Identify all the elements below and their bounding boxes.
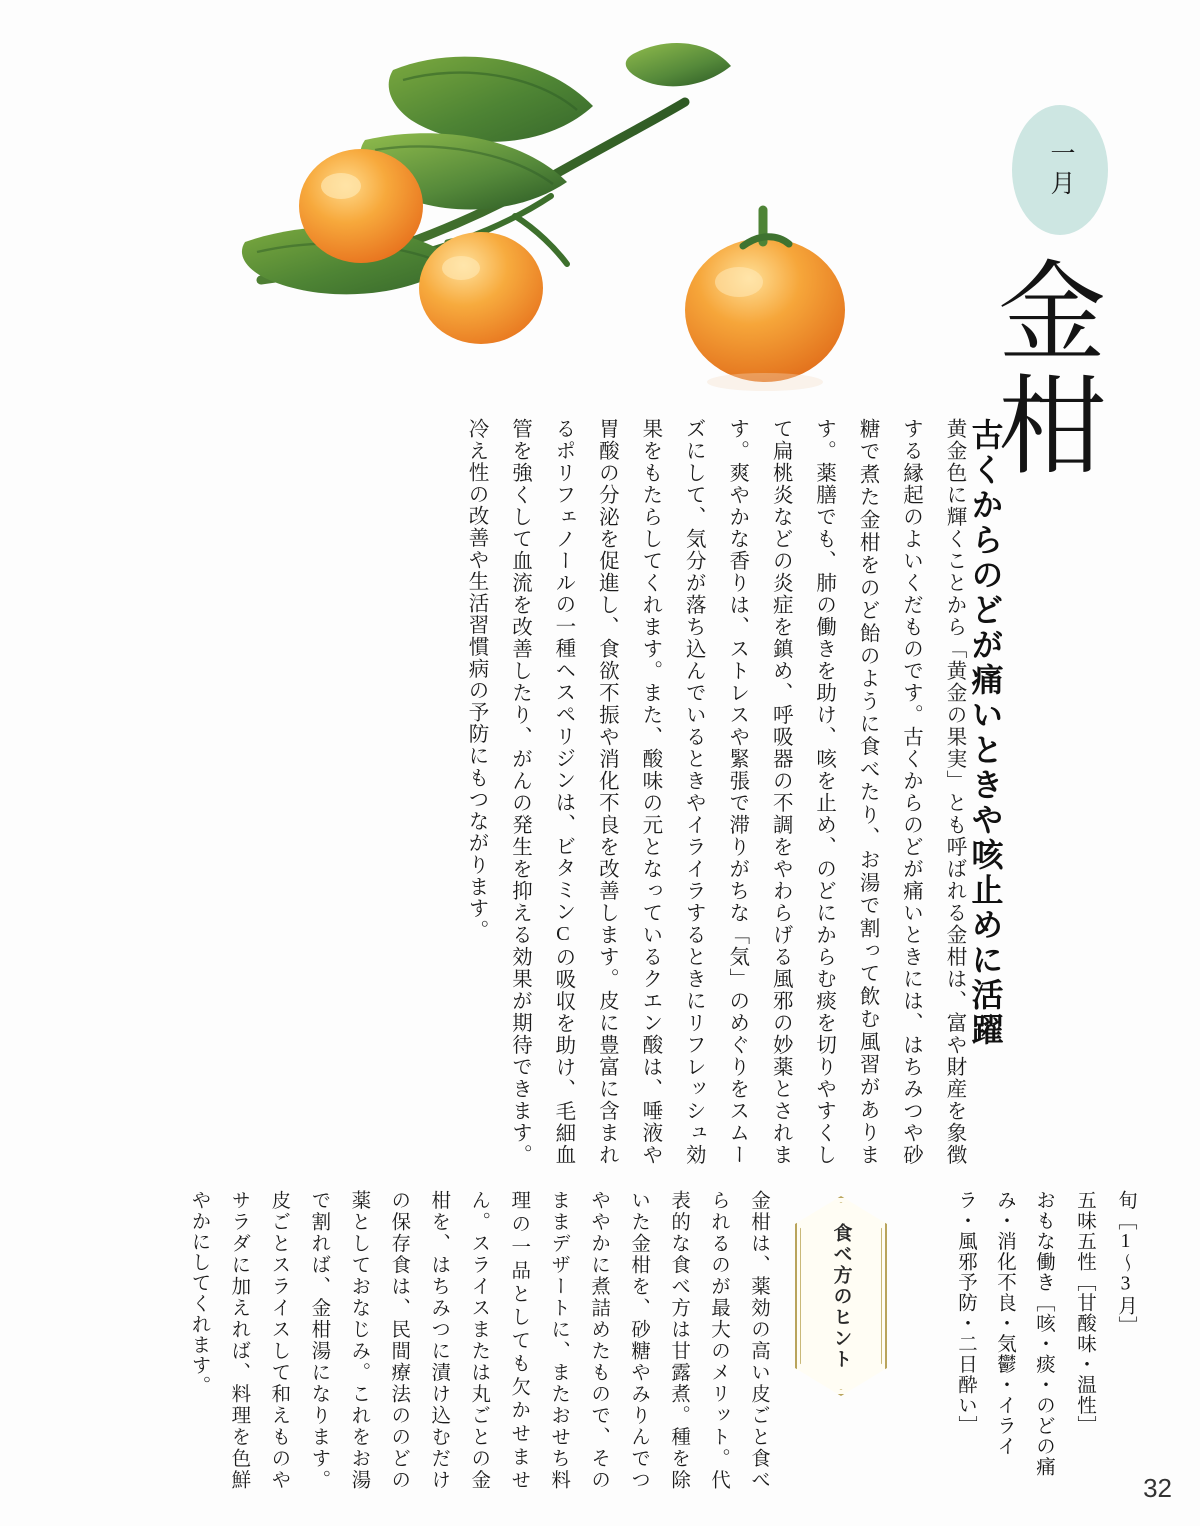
body-text: 黄金色に輝くことから「黄金の果実」とも呼ばれる金柑は、富や財産を象徴する縁起のよいくだものです。古くからのどが痛いときには、はちみつや砂糖で煮た金柑をのど飴のように食べたり、お湯で割って飲む風習があります。薬膳でも、肺の働きを助け、咳を止め、のどにからむ痰を切りやすくして扁桃炎などの炎症を鎮め、呼吸器の不調をやわらげる風邪の妙薬とされます。爽やかな香りは、ストレスや緊張で滞りがちな「気」のめぐりをスムーズにして、気分が落ち込んでいるときやイライラするときにリフレッシュ効果をもたらしてくれます。また、酸味の元となっているクエン酸は、唾液や胃酸の分泌を促進し、食欲不振や消化不良を改善します。皮に豊富に含まれるポリフェノールの一種ヘスペリジンは、ビタミンCの吸収を助け、毛細血管を強くして血流を改善したり、がんの発生を抑える効果が期待できます。冷え性の改善や生活習慣病の予防にもつながります。 [465,418,965,1166]
month-badge [1012,105,1108,235]
page-number: 32 [1143,1473,1172,1503]
hint-body-text: 金柑は、薬効の高い皮ごと食べられるのが最大のメリット。代表的な食べ方は甘露煮。種を除いた金柑を、砂糖やみりんでつややかに煮詰めたもので、そのままデザートに、またおせち料理の一品としても欠かせません。スライスまたは丸ごとの金柑を、はちみつに漬け込むだけの保存食は、民間療法ののどの薬としておなじみ。これをお湯で割れば、金柑湯になります。皮ごとスライスして和えものやサラダに加えれば、料理を色鮮やかにしてくれます。 [188,1190,769,1490]
month-badge-label: 一月 [1047,140,1074,200]
lead-subtitle: 古くからのどが痛いときや咳止めに活躍 [967,418,1004,1048]
info-taste: 五味五性［甘酸味・温性］ [1074,1190,1095,1436]
kumquat-illustration [215,10,895,410]
page-title: 金柑 [981,255,1101,483]
info-season: 旬［1〜3月］ [1115,1190,1136,1337]
hint-badge [795,1196,887,1396]
hint-badge-label: 食べ方のヒント [830,1222,852,1370]
info-block [944,1190,1145,1480]
info-effects: おもな働き［咳・痰・のどの痛み・消化不良・気鬱・イライラ・風邪予防・二日酔い］ [955,1190,1054,1477]
